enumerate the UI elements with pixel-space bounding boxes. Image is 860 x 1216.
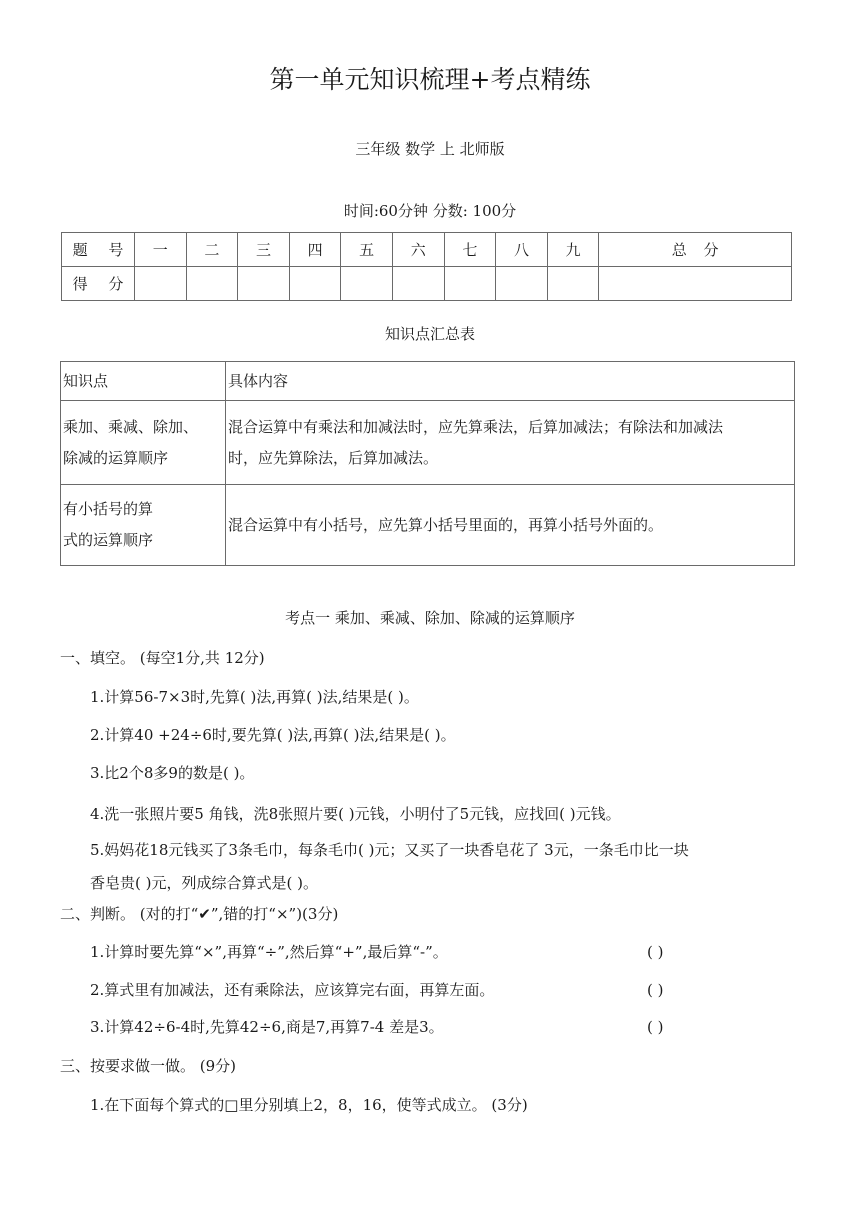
knowledge-point-line: 除减的运算顺序: [63, 448, 169, 467]
score-header-row: [62, 233, 792, 267]
knowledge-table: [60, 361, 795, 566]
knowledge-row: [61, 401, 795, 485]
page-title: 第一单元知识梳理+考点精练: [269, 65, 591, 94]
judge-question-1: 1.计算时要先算“×”,再算“÷”,然后算“+”,最后算“-”。: [90, 943, 448, 961]
score-header-cell: 总 分: [599, 233, 792, 267]
calc-question-1: 1.在下面每个算式的□里分别填上2，8，16，使等式成立。 (3分): [90, 1096, 528, 1114]
score-header-cell: 二: [186, 233, 238, 267]
knowledge-point-line: 式的运算顺序: [63, 531, 154, 549]
judge-question-3: 3.计算42÷6-4时,先算42÷6,商是7,再算7-4 差是3。: [90, 1018, 444, 1036]
score-input-cell[interactable]: [496, 267, 548, 301]
section-fill-title: 一、填空。 (每空1分,共 12分): [60, 649, 265, 667]
kp1-title: 考点一 乘加、乘减、除加、除减的运算顺序: [285, 609, 575, 627]
score-header-cell: 八: [496, 233, 548, 267]
score-header-cell: 四: [289, 233, 341, 267]
score-input-cell[interactable]: [186, 267, 238, 301]
score-input-cell[interactable]: [547, 267, 599, 301]
section-calc-title: 三、按要求做一做。 (9分): [60, 1057, 237, 1075]
knowledge-point-line: 乘加、乘减、除加、: [63, 417, 199, 436]
knowledge-point-line: 有小括号的算: [63, 500, 154, 518]
score-header-cell: 六: [392, 233, 444, 267]
knowledge-point-cell: [61, 401, 226, 485]
knowledge-header-content: 具体内容: [226, 362, 795, 401]
judge-answer-paren-3[interactable]: ( ): [647, 1018, 664, 1036]
fill-question-2: 2.计算40 +24÷6时,要先算( )法,再算( )法,结果是( )。: [90, 726, 456, 744]
score-input-cell[interactable]: [135, 267, 187, 301]
score-header-cell: 七: [444, 233, 496, 267]
fill-question-4: 4.洗一张照片要5 角钱，洗8张照片要( )元钱，小明付了5元钱，应找回( )元钱。: [90, 805, 621, 823]
knowledge-header-row: [61, 362, 795, 401]
fill-question-5-line2: 香皂贵( )元，列成综合算式是( )。: [90, 874, 318, 892]
page-subtitle: 三年级 数学 上 北师版: [355, 140, 505, 158]
knowledge-header-point: 知识点: [61, 362, 226, 401]
score-header-cell: 一: [135, 233, 187, 267]
score-header-cell: 五: [341, 233, 393, 267]
score-input-cell[interactable]: [444, 267, 496, 301]
score-value-row: [62, 267, 792, 301]
judge-answer-paren-1[interactable]: ( ): [647, 943, 664, 961]
score-header-cell: 三: [238, 233, 290, 267]
judge-answer-paren-2[interactable]: ( ): [647, 981, 664, 999]
knowledge-content-cell: [226, 401, 795, 485]
score-input-cell[interactable]: [341, 267, 393, 301]
knowledge-content-line: 混合运算中有小括号，应先算小括号里面的，再算小括号外面的。: [228, 515, 664, 534]
knowledge-row: [61, 485, 795, 566]
score-input-cell[interactable]: [238, 267, 290, 301]
score-input-cell[interactable]: [599, 267, 792, 301]
fill-question-5-line1: 5.妈妈花18元钱买了3条毛巾，每条毛巾( )元；又买了一块香皂花了 3元，一条毛巾比一块: [90, 841, 689, 859]
score-table: [61, 232, 792, 301]
score-header-cell: 九: [547, 233, 599, 267]
score-input-cell[interactable]: [392, 267, 444, 301]
judge-question-2: 2.算式里有加减法，还有乘除法，应该算完右面，再算左面。: [90, 981, 495, 999]
score-header-cell: 题 号: [62, 233, 135, 267]
knowledge-point-cell: [61, 485, 226, 566]
summary-table-title: 知识点汇总表: [384, 325, 475, 343]
section-judge-title: 二、判断。 (对的打“✔”,错的打“×”)(3分): [60, 905, 339, 923]
score-input-cell[interactable]: [289, 267, 341, 301]
knowledge-content-line: 混合运算中有乘法和加减法时，应先算乘法，后算加减法；有除法和加减法: [228, 417, 724, 436]
fill-question-1: 1.计算56-7×3时,先算( )法,再算( )法,结果是( )。: [90, 688, 419, 706]
score-row-label: 得 分: [62, 267, 135, 301]
time-info: 时间:60分钟 分数: 100分: [343, 202, 517, 220]
fill-question-3: 3.比2个8多9的数是( )。: [90, 764, 255, 782]
knowledge-content-cell: [226, 485, 795, 566]
knowledge-content-line: 时，应先算除法，后算加减法。: [228, 448, 439, 467]
